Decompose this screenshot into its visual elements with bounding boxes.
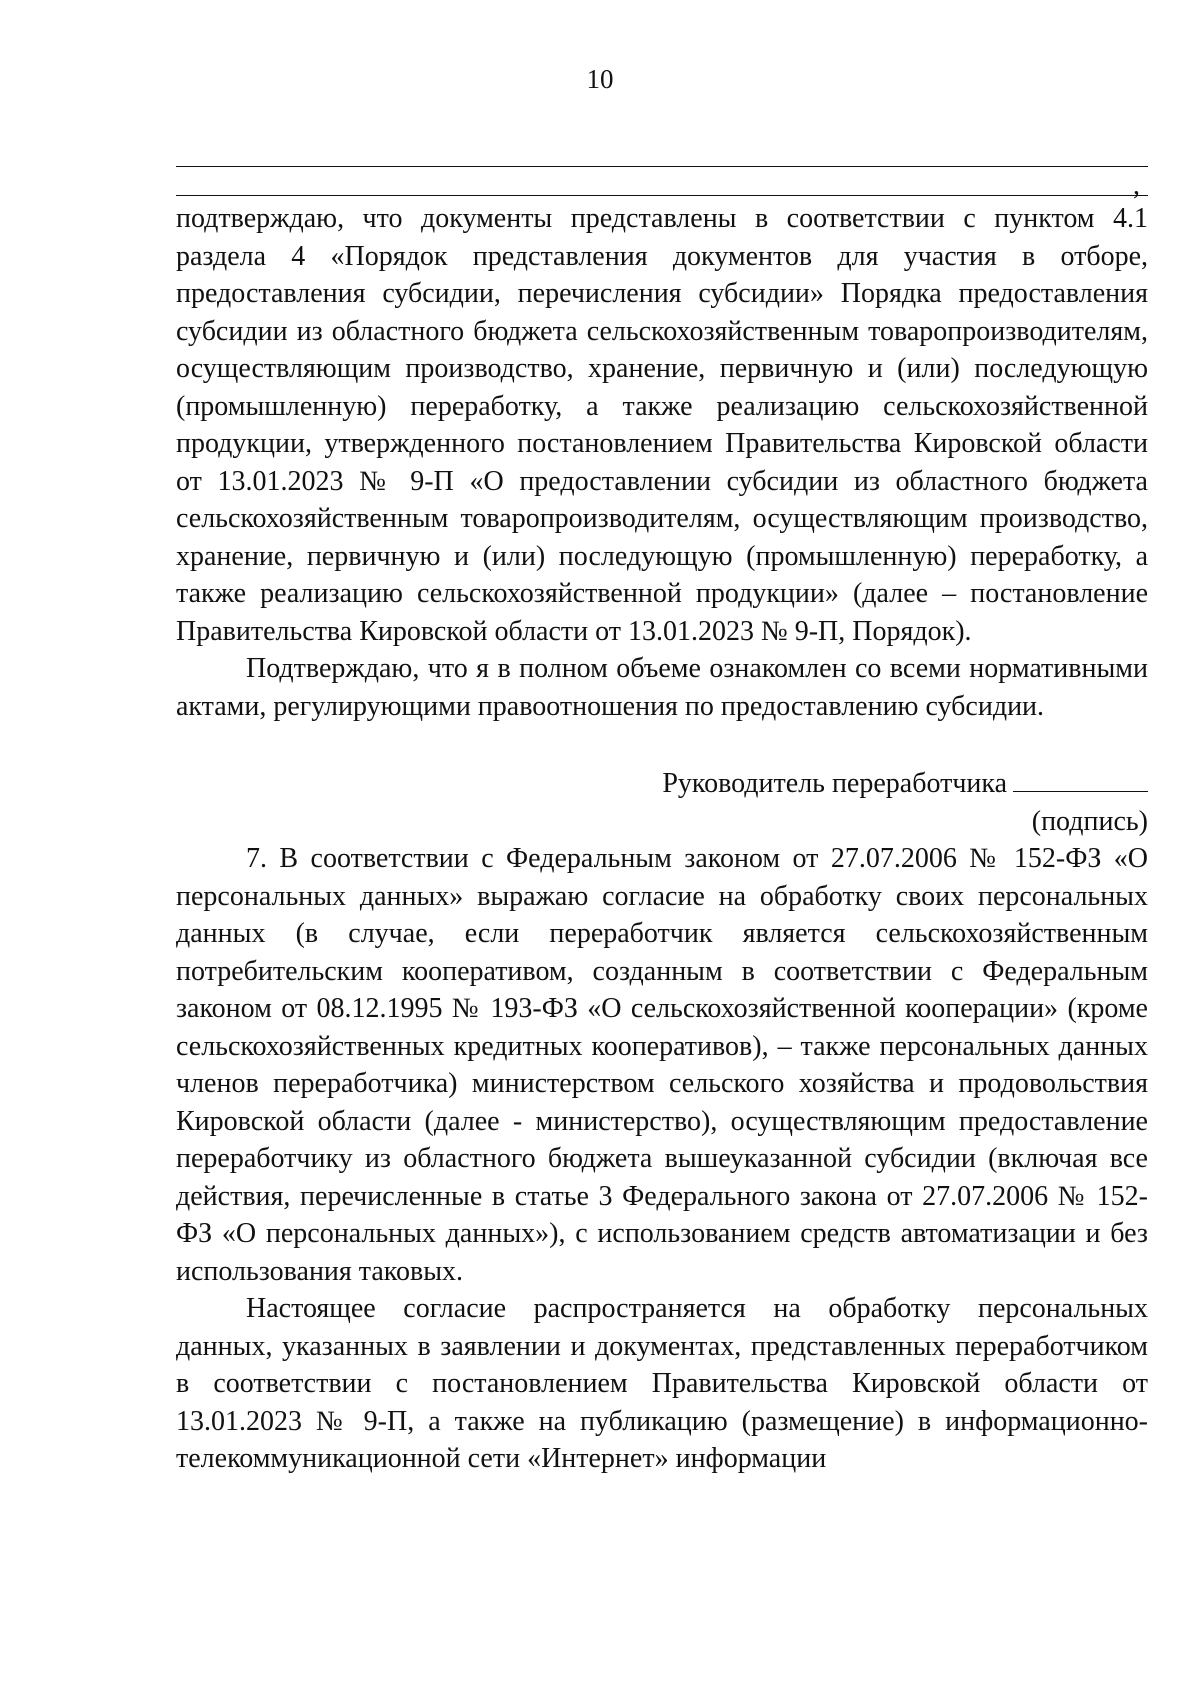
signature-block <box>176 765 1148 803</box>
signature-caption: (подпись) <box>1031 805 1148 837</box>
document-body <box>176 200 1148 1478</box>
signature-line <box>1013 767 1148 792</box>
signature-label: Руководитель переработчика <box>662 768 1007 799</box>
blank-line-comma: , <box>1133 170 1140 201</box>
page-number: 10 <box>586 64 614 94</box>
paragraph-consent-scope: Настоящее согласие распространяется на обработку персональных данных, указанных в заявлении и документах, представленных переработчиком в соответствии с постановлением Правительства Кировской области от 13.01.2023 № 9-П, а также на публикацию (размещение) в информационно-телекоммуникационной сети «Интернет» информации <box>176 1293 1148 1474</box>
paragraph-confirmation-acts: Подтверждаю, что я в полном объеме ознакомлен со всеми нормативными актами, регулирующими правоотношения по предоставлению субсидии. <box>176 653 1148 722</box>
blank-line-2 <box>176 195 1148 196</box>
paragraph-personal-data-consent: 7. В соответствии с Федеральным законом от 27.07.2006 № 152-ФЗ «О персональных данных» выражаю согласие на обработку своих персональных данных (в случае, если переработчик является сельскохозяйственным потребительским кооперативом, созданным в соответствии с Федеральным законом от 08.12.1995 № 193-ФЗ «О сельскохозяйственной кооперации» (кроме сельскохозяйственных кредитных кооперативов), – также персональных данных членов переработчика) министерством сельского хозяйства и продовольствия Кировской области (далее - министерство), осуществляющим предоставление переработчику из областного бюджета вышеуказанной субсидии (включая все действия, перечисленные в статье 3 Федерального закона от 27.07.2006 № 152-ФЗ «О персональных данных»), с использованием средств автоматизации и без использования таковых. <box>176 843 1148 1287</box>
paragraph-confirmation-documents: подтверждаю, что документы представлены в соответствии с пунктом 4.1 раздела 4 «Порядок представления документов для участия в отборе, предоставления субсидии, перечисления субсидии» Порядка предоставления субсидии из областного бюджета сельскохозяйственным товаропроизводителям, осуществляющим производство, хранение, первичную и (или) последующую (промышленную) переработку, а также реализацию сельскохозяйственной продукции, утвержденного постановлением Правительства Кировской области от 13.01.2023 № 9-П «О предоставлении субсидии из областного бюджета сельскохозяйственным товаропроизводителям, осуществляющим производство, хранение, первичную и (или) последующую (промышленную) переработку, а также реализацию сельскохозяйственной продукции» (далее – постановление Правительства Кировской области от 13.01.2023 № 9-П, Порядок). <box>176 203 1148 647</box>
blank-line-1 <box>176 166 1148 167</box>
